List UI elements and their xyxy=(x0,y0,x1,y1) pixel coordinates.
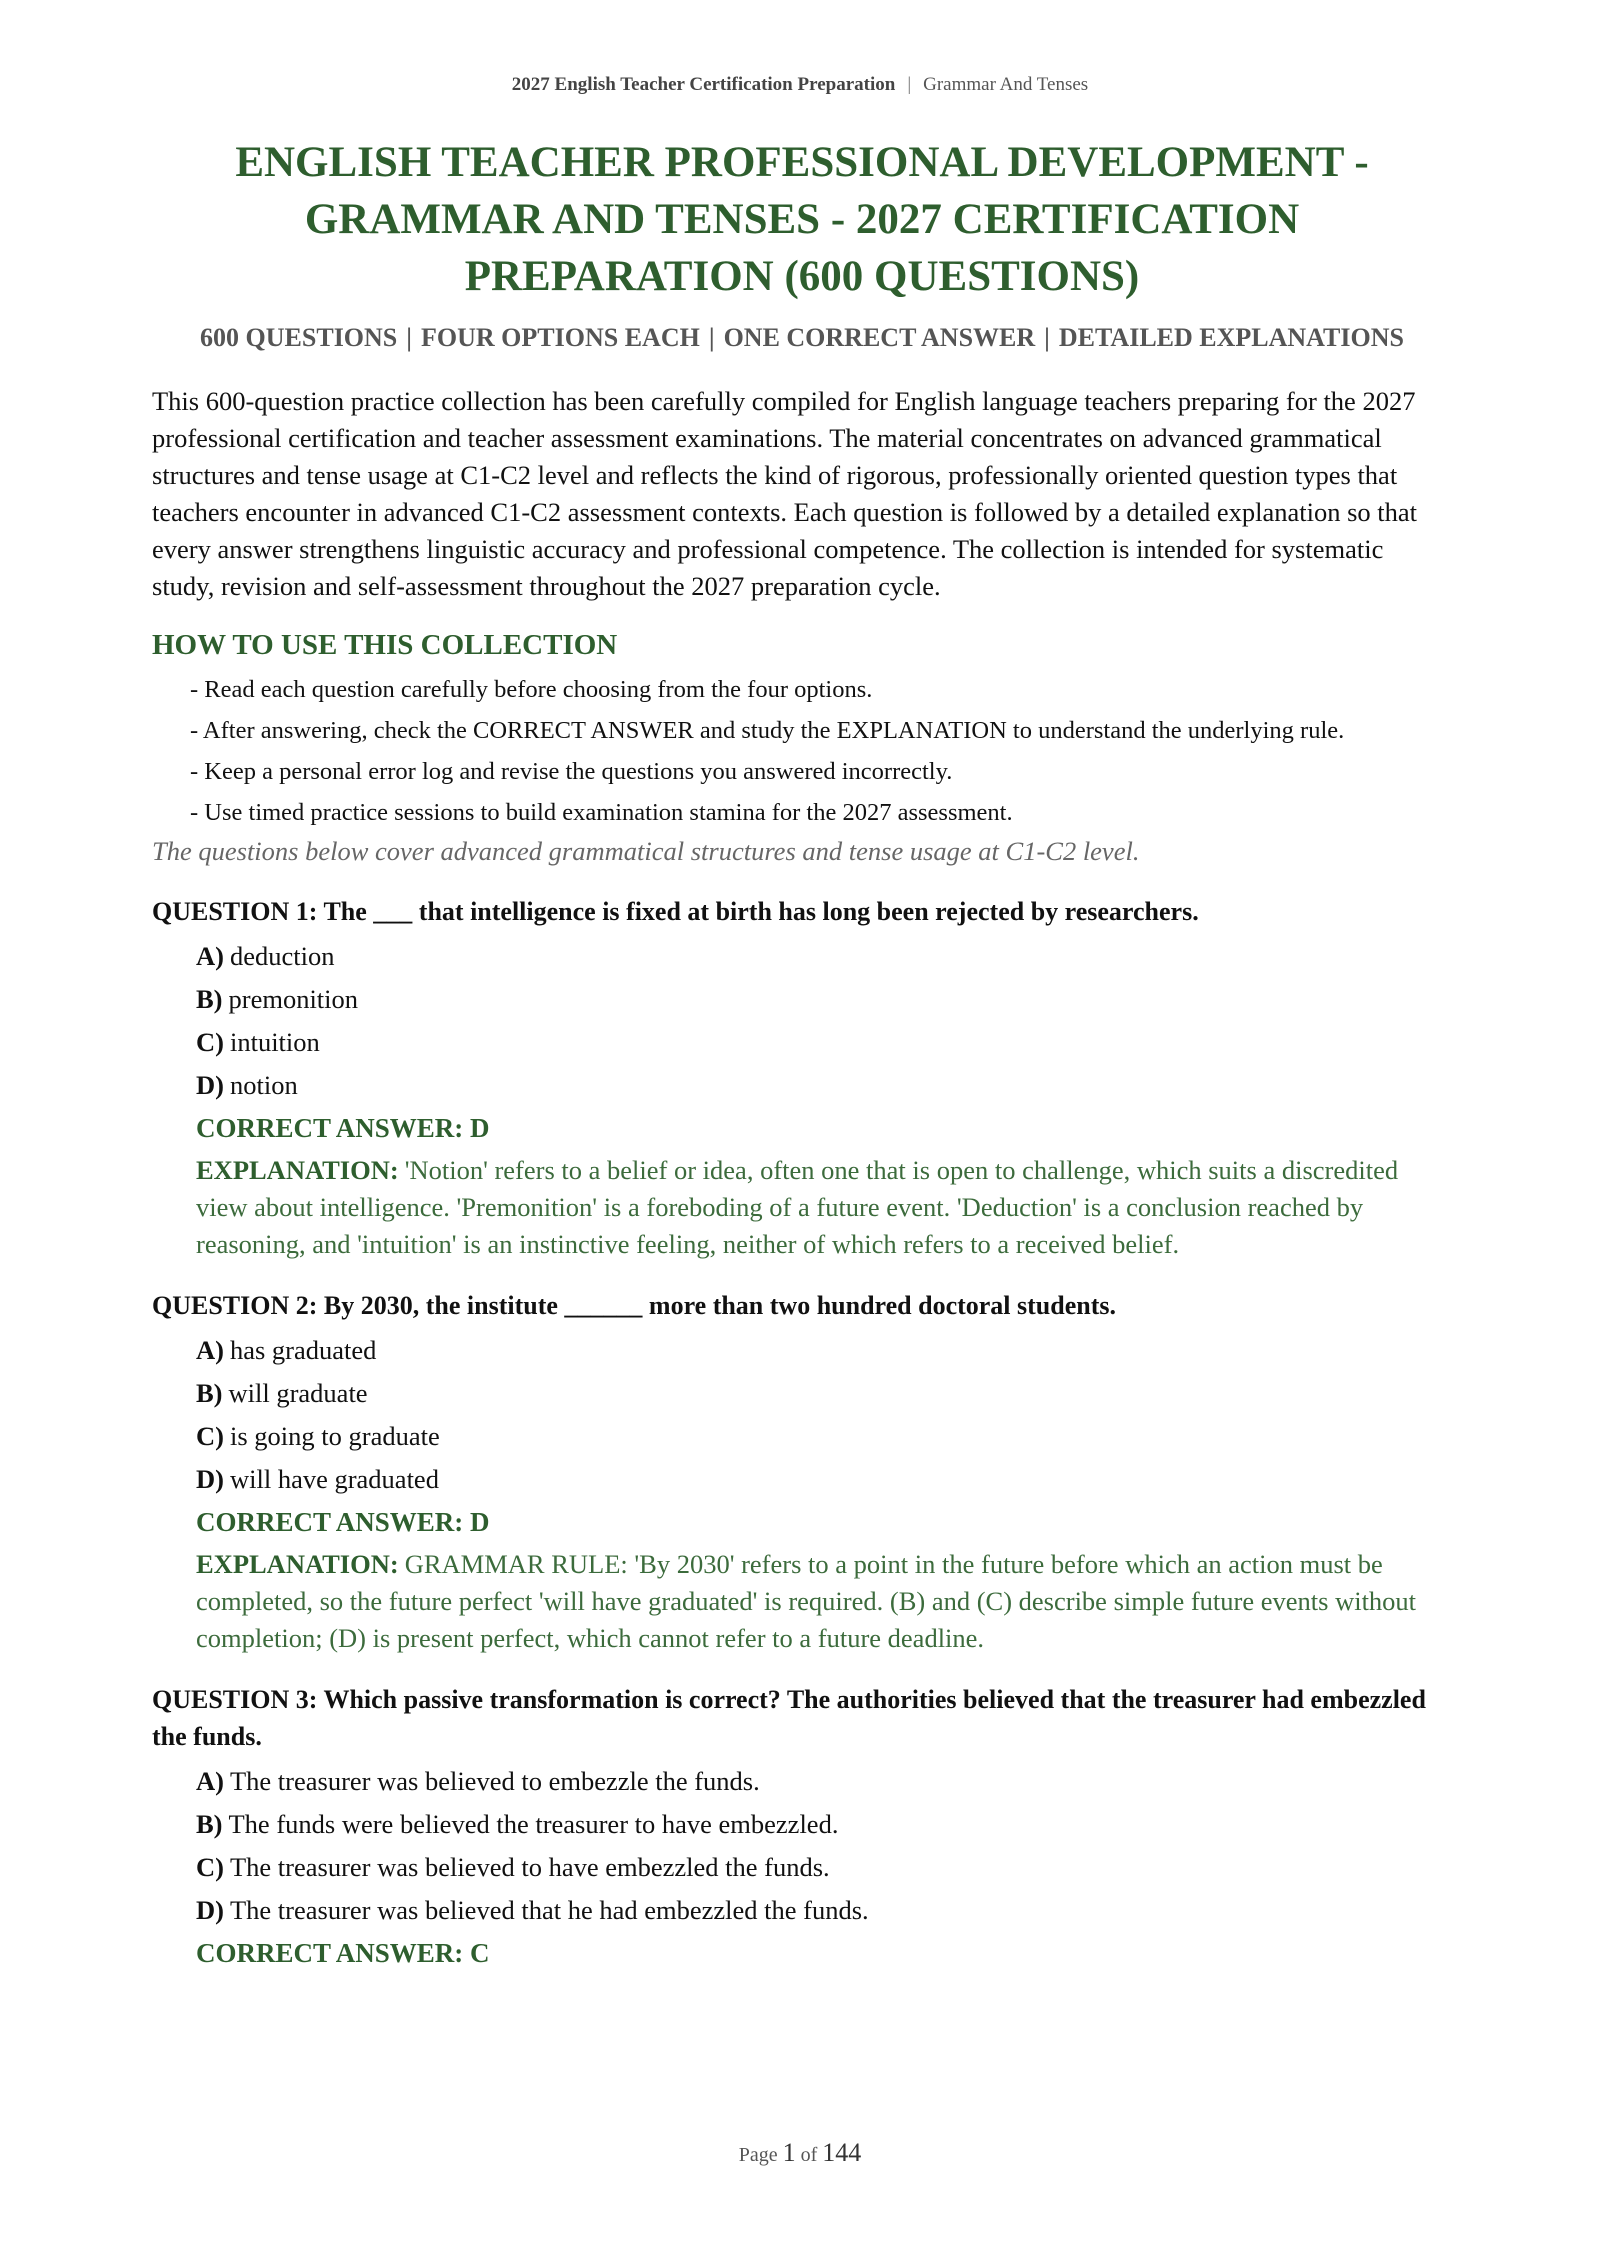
subtitle-separator: | xyxy=(406,323,413,352)
option-a xyxy=(196,1332,1452,1369)
option-letter: C) xyxy=(196,1852,224,1882)
option-text: The treasurer was believed that he had embezzled the funds. xyxy=(229,1895,869,1925)
option-text: notion xyxy=(229,1070,298,1100)
correct-answer: CORRECT ANSWER: D xyxy=(196,1113,490,1143)
how-to-item: - Keep a personal error log and revise the questions you answered incorrectly. xyxy=(190,758,953,785)
option-letter: C) xyxy=(196,1027,224,1057)
how-to-item: - After answering, check the CORRECT ANSWER and study the EXPLANATION to understand the underlying rule. xyxy=(190,717,1345,744)
document-title: ENGLISH TEACHER PROFESSIONAL DEVELOPMENT - GRAMMAR AND TENSES - 2027 CERTIFICATION PREPARATION (600 QUESTIONS) xyxy=(235,139,1369,300)
option-letter: C) xyxy=(196,1421,224,1451)
total-pages: 144 xyxy=(822,2138,862,2167)
option-a xyxy=(196,1763,1452,1800)
option-letter: D) xyxy=(196,1464,224,1494)
page-footer xyxy=(0,2138,1600,2168)
intro-paragraph: This 600-question practice collection has been carefully compiled for English language teachers preparing for the 2027 professional certification and teacher assessment examinations. The material concentrates on advanced grammatical structures and tense usage at C1-C2 level and reflects the kind of rigorous, professionally oriented question types that teachers encounter in advanced C1-C2 assessment contexts. Each question is followed by a detailed explanation so that every answer strengthens linguistic accuracy and professional competence. The collection is intended for systematic study, revision and self-assessment throughout the 2027 preparation cycle. xyxy=(152,386,1417,601)
correct-answer: CORRECT ANSWER: D xyxy=(196,1507,490,1537)
option-d xyxy=(196,1892,1452,1929)
explanation-label: EXPLANATION: xyxy=(196,1155,399,1185)
explanation-label: EXPLANATION: xyxy=(196,1549,399,1579)
option-text: The funds were believed the treasurer to have embezzled. xyxy=(228,1809,839,1839)
subtitle-part: FOUR OPTIONS EACH xyxy=(421,323,700,352)
how-to-item: - Use timed practice sessions to build examination stamina for the 2027 assessment. xyxy=(190,799,1013,826)
option-b xyxy=(196,981,1452,1018)
option-text: will have graduated xyxy=(229,1464,439,1494)
option-text: The treasurer was believed to embezzle the funds. xyxy=(229,1766,760,1796)
option-d xyxy=(196,1067,1452,1104)
subtitle-separator: | xyxy=(1044,323,1050,352)
option-letter: B) xyxy=(196,984,223,1014)
options-list xyxy=(196,938,1452,1104)
option-c xyxy=(196,1418,1452,1455)
question-1 xyxy=(152,893,1452,1263)
question-stem: QUESTION 2: By 2030, the institute ______ more than two hundred doctoral students. xyxy=(152,1291,1117,1320)
option-d xyxy=(196,1461,1452,1498)
option-text: is going to graduate xyxy=(229,1421,440,1451)
option-letter: A) xyxy=(196,1766,224,1796)
explanation-text: 'Notion' refers to a belief or idea, often one that is open to challenge, which suits a discredited view about intelligence. 'Premonition' is a foreboding of a future event. 'Deduction' is a conclusion reached by reasoning, and 'intuition' is an instinctive feeling, neither of which refers to a received belief. xyxy=(196,1155,1399,1259)
subtitle-separator: | xyxy=(708,323,715,352)
current-page-number: 1 xyxy=(782,2138,796,2167)
option-text: will graduate xyxy=(228,1378,368,1408)
option-text: has graduated xyxy=(229,1335,377,1365)
question-2 xyxy=(152,1287,1452,1657)
option-letter: A) xyxy=(196,1335,224,1365)
running-header-separator: | xyxy=(907,74,912,95)
coverage-note: The questions below cover advanced grammatical structures and tense usage at C1-C2 level. xyxy=(152,836,1140,866)
option-c xyxy=(196,1024,1452,1061)
question-stem: QUESTION 1: The ___ that intelligence is fixed at birth has long been rejected by researchers. xyxy=(152,897,1199,926)
page-content xyxy=(152,134,1452,1996)
question-stem: QUESTION 3: Which passive transformation is correct? The authorities believed that the treasurer had embezzled the funds. xyxy=(152,1685,1426,1751)
subtitle-part: DETAILED EXPLANATIONS xyxy=(1058,323,1404,352)
correct-answer: CORRECT ANSWER: C xyxy=(196,1938,490,1968)
option-letter: A) xyxy=(196,941,224,971)
running-header-title: 2027 English Teacher Certification Preparation xyxy=(511,74,896,95)
option-a xyxy=(196,938,1452,975)
running-header xyxy=(0,74,1600,96)
page-label: Page xyxy=(738,2144,778,2166)
option-letter: B) xyxy=(196,1809,223,1839)
option-text: intuition xyxy=(229,1027,320,1057)
how-to-list xyxy=(190,672,1452,830)
option-letter: D) xyxy=(196,1895,224,1925)
how-to-item: - Read each question carefully before choosing from the four options. xyxy=(190,676,873,703)
document-subtitle xyxy=(152,323,1452,353)
option-letter: D) xyxy=(196,1070,224,1100)
subtitle-part: ONE CORRECT ANSWER xyxy=(723,323,1036,352)
explanation xyxy=(196,1152,1452,1263)
explanation xyxy=(196,1546,1452,1657)
subtitle-part: 600 QUESTIONS xyxy=(200,323,398,352)
option-b xyxy=(196,1806,1452,1843)
option-letter: B) xyxy=(196,1378,223,1408)
question-3 xyxy=(152,1681,1452,1972)
running-header-section: Grammar And Tenses xyxy=(923,74,1089,95)
explanation-text: GRAMMAR RULE: 'By 2030' refers to a point in the future before which an action must be completed, so the future perfect 'will have graduated' is required. (B) and (C) describe simple future events without completion; (D) is present perfect, which cannot refer to a future deadline. xyxy=(196,1549,1417,1653)
option-text: deduction xyxy=(229,941,335,971)
options-list xyxy=(196,1332,1452,1498)
option-text: The treasurer was believed to have embezzled the funds. xyxy=(229,1852,830,1882)
how-to-heading: HOW TO USE THIS COLLECTION xyxy=(152,629,618,661)
page-of-label: of xyxy=(800,2144,818,2166)
option-c xyxy=(196,1849,1452,1886)
option-text: premonition xyxy=(228,984,359,1014)
options-list xyxy=(196,1763,1452,1929)
option-b xyxy=(196,1375,1452,1412)
